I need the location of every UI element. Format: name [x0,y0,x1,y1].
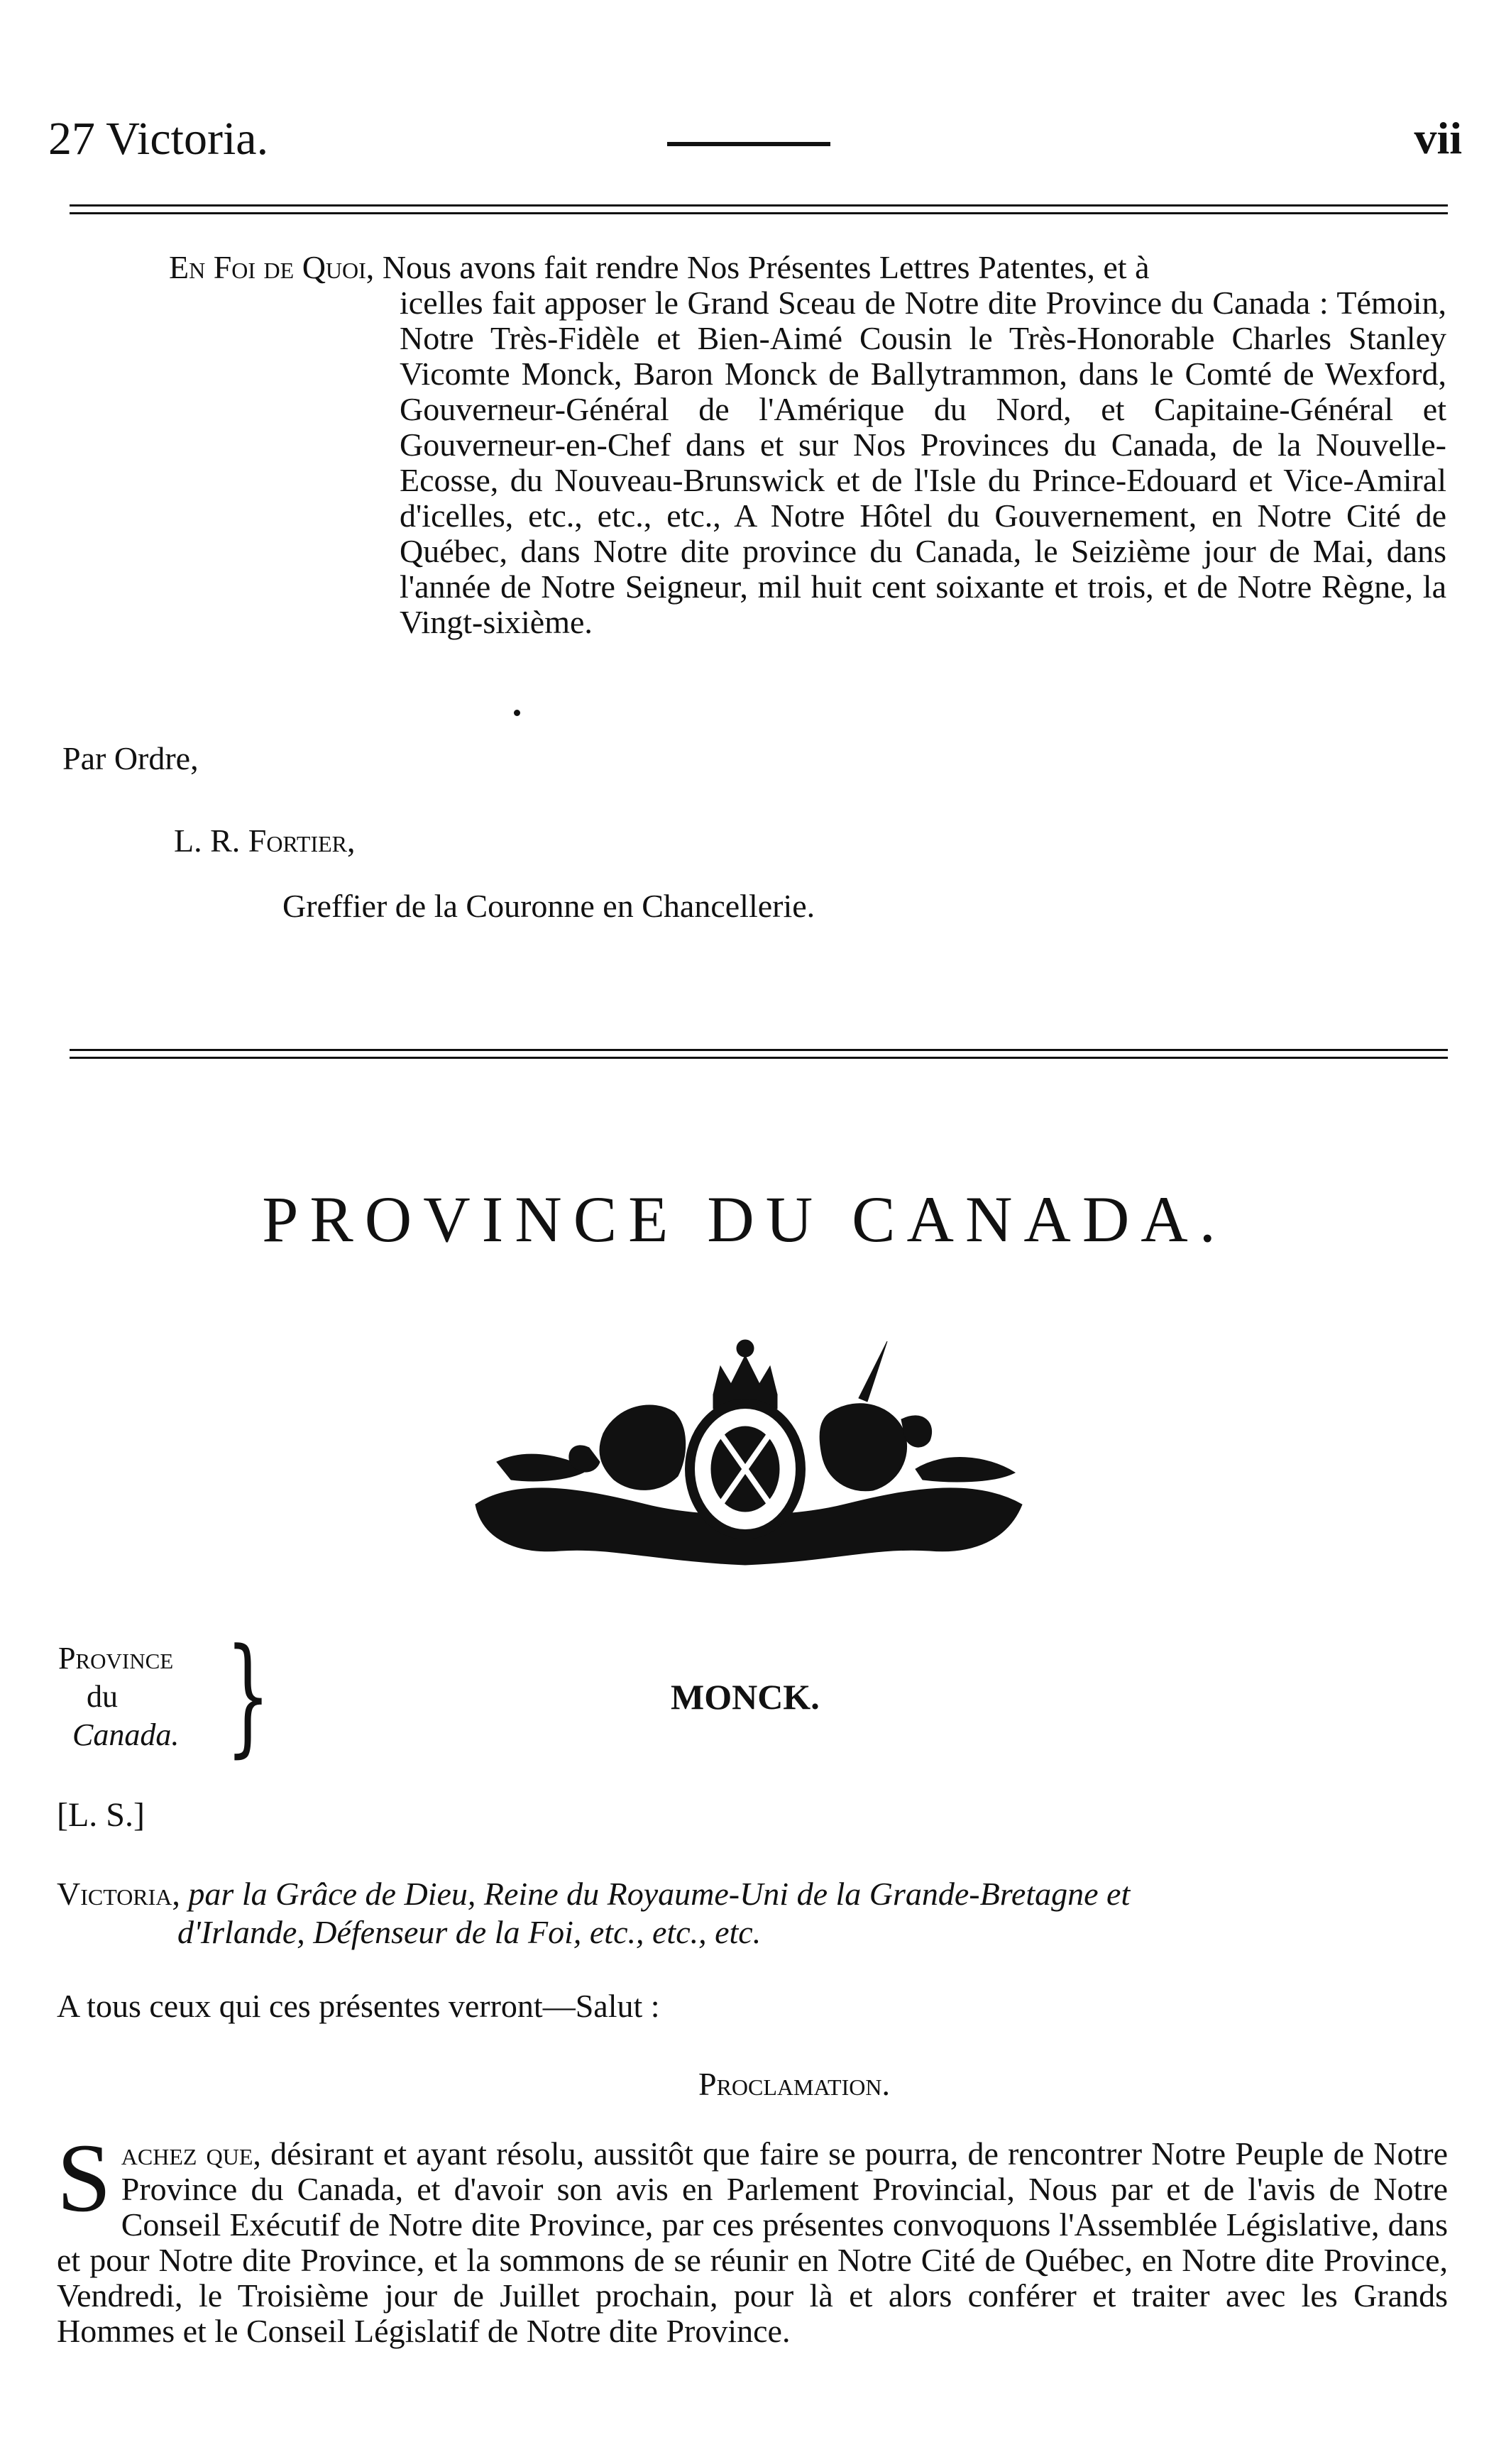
proclamation-text: désirant et ayant résolu, aussitôt que faire se pourra, de rencontrer Notre Peuple de Notre Province du Canada, et d'avoir son avis en Parlement Provincial, Nous par et de l'avis de Notre Conseil Exécutif de Notre dite Province, par ces présentes convoquons l'Assemblée Législative, dans et pour Notre dite Province, et la sommons de se réunir en Notre Cité de Québec, en Notre dite Province, Vendredi, le Troisième jour de Juillet prochain, pour là et alors conférer et traiter avec les Grands Hommes et le Conseil Législatif de Notre dite Province. [57,2135,1449,2349]
proclamation-heading: Proclamation. [698,2066,890,2102]
royal-coat-of-arms-icon [433,1327,1057,1604]
print-speck [514,710,520,716]
letters-patent-lead: En Foi de Quoi, [169,249,375,285]
proclamation-paragraph [57,2123,1449,2349]
royal-style-text-2: d'Irlande, Défenseur de la Foi, etc., etc., etc. [177,1914,762,1950]
section-divider-rule [70,1049,1448,1059]
letters-patent-body: icelles fait apposer le Grand Sceau de Notre dite Province du Canada : Témoin, Notre Très-Fidèle et Bien-Aimé Cousin le Très-Honorable Charles Stanley Vicomte Monck, Baron Monck de Ballytrammon, dans le Comté de Wexford, Gouverneur-Général de l'Amérique du Nord, et Capitaine-Général et Gouverneur-en-Chef dans et sur Nos Provinces du Canada, de la Nouvelle-Ecosse, du Nouveau-Brunswick et de l'Isle du Prince-Edouard et Vice-Amiral d'icelles, etc., etc., etc., A Notre Hôtel du Gouvernement, en Notre Cité de Québec, dans Notre dite province du Canada, le Seizième jour de Mai, dans l'année de Notre Seigneur, mil huit cent soixante et trois, et de Notre Règne, la Vingt-sixième. [400,285,1446,640]
signer-office: Greffier de la Couronne en Chancellerie. [282,888,815,924]
margin-note-province [58,1639,179,1754]
curly-brace-icon: } [226,1622,270,1770]
sovereign-name: Victoria, [57,1876,180,1912]
proclamation-lead: achez que, [121,2135,261,2172]
royal-style-line [57,1875,1448,1952]
par-ordre-line: Par Ordre, [62,740,199,776]
letters-patent-first-line [169,250,1446,285]
drop-cap: S [57,2123,111,2232]
header-ornament-rule [667,142,830,146]
margin-note-line-canada: Canada. [72,1717,180,1752]
page-title: PROVINCE DU CANADA. [262,1183,1227,1255]
royal-style-text-1: par la Grâce de Dieu, Reine du Royaume-Uni de la Grande-Bretagne et [188,1876,1131,1912]
signer-name: L. R. Fortier, [174,823,356,859]
letters-patent-paragraph [169,250,1446,640]
governor-name: MONCK. [671,1677,820,1717]
margin-note-line-province: Province [58,1641,174,1676]
running-header-left: 27 Victoria. [48,113,269,165]
letters-patent-line1: Nous avons fait rendre Nos Présentes Lettres Patentes, et à [382,249,1150,285]
seal-mark: [L. S.] [57,1796,145,1834]
salutation: A tous ceux qui ces présentes verront—Salut : [57,1988,660,2024]
page-number: vii [1414,113,1462,163]
header-rule [70,204,1448,214]
margin-note-line-du: du [87,1679,118,1714]
